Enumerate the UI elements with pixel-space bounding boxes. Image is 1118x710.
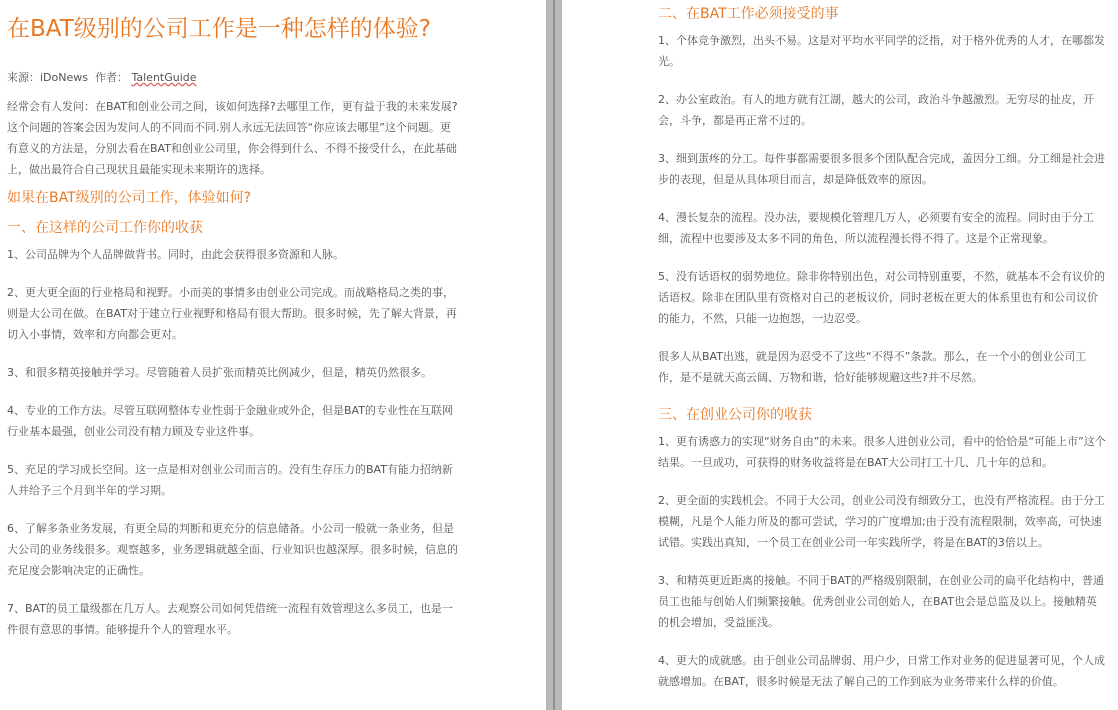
list-item: 3、和很多精英接触并学习。尽管随着人员扩张而精英比例减少，但是，精英仍然很多。 [7,366,432,379]
source-name: iDoNews [40,71,88,84]
list-item: 1、更有诱惑力的实现“财务自由”的未来。很多人进创业公司，看中的恰恰是“可能上市”这个结果。一旦成功，可获得的财务收益将是在BAT大公司打工十几、几十年的总和。 [658,435,1106,469]
list-item: 4、漫长复杂的流程。没办法，要规模化管理几万人，必须要有安全的流程。同时由于分工细，流程中也要涉及太多不同的角色，所以流程漫长得不得了。这是个正常现象。 [658,211,1094,245]
document-page-right [562,0,1118,710]
list-item: 4、专业的工作方法。尽管互联网整体专业性弱于金融业或外企，但是BAT的专业性在互联网行业基本最强，创业公司没有精力顾及专业这件事。 [7,404,453,438]
intro-paragraph-1: 经常会有人发问：在BAT和创业公司之间，该如何选择?去哪里工作，更有益于我的未来发展? [7,100,458,113]
source-label: 来源： [7,71,40,84]
list-item: 5、充足的学习成长空间。这一点是相对创业公司而言的。没有生存压力的BAT有能力招纳新人并给予三个月到半年的学习期。 [7,463,453,497]
list-item: 4、更大的成就感。由于创业公司品牌弱、用户少，日常工作对业务的促进显著可见，个人成就感增加。在BAT，很多时候是无法了解自己的工作到底为业务带来什么样的价值。 [658,654,1105,688]
document-page-left [0,0,546,710]
page-content-left [0,0,546,640]
list-item: 1、个体竞争激烈，出头不易。这是对平均水平同学的泛指，对于格外优秀的人才，在哪都发光。 [658,34,1105,68]
subheading: 如果在BAT级别的公司工作，体验如何? [7,190,252,206]
page-gutter [546,0,562,710]
article-title: 在BAT级别的公司工作是一种怎样的体验? [7,16,431,42]
list-item: 1、公司品牌为个人品牌做背书。同时，由此会获得很多资源和人脉。 [7,248,344,261]
list-item: 2、办公室政治。有人的地方就有江湖，越大的公司，政治斗争越激烈。无穷尽的扯皮，开会，斗争，都是再正常不过的。 [658,93,1094,127]
section-2-title: 二、在BAT工作必须接受的事 [658,6,839,22]
page-content-right [562,0,1118,692]
summary-paragraph: 很多人从BAT出逃，就是因为忍受不了这些“不得不”条款。那么，在一个小的创业公司工作，是不是就天高云阔、万物和谐，恰好能够规避这些?并不尽然。 [658,350,1087,384]
list-item: 6、了解多条业务发展，有更全局的判断和更充分的信息储备。小公司一般就一条业务，但是大公司的业务线很多。观察越多，业务逻辑就越全面、行业知识也越深厚。很多时候，信息的充足度会影响决定的正确性。 [7,522,458,577]
section-3-title: 三、在创业公司你的收获 [658,407,812,423]
intro-paragraph-2: 这个问题的答案会因为发问人的不同而不同.别人永远无法回答“你应该去哪里”这个问题。更有意义的方法是，分别去看在BAT和创业公司里，你会得到什么、不得不接受什么，在此基础上，做出最符合自己现状且最能实现未来期许的选择。 [7,121,457,176]
list-item: 2、更大更全面的行业格局和视野。小而美的事情多由创业公司完成。而战略格局之类的事，则是大公司在做。在BAT对于建立行业视野和格局有很大帮助。很多时候，先了解大背景，再切入小事情，效率和方向都会更对。 [7,286,457,341]
section-1-title: 一、在这样的公司工作你的收获 [7,220,203,236]
list-item: 5、没有话语权的弱势地位。除非你特别出色，对公司特别重要，不然，就基本不会有议价的话语权。除非在团队里有资格对自己的老板议价，同时老板在更大的体系里也有和公司议价的能力，不然，只能一边抱怨，一边忍受。 [658,270,1105,325]
list-item: 2、更全面的实践机会。不同于大公司，创业公司没有细致分工，也没有严格流程。由于分工模糊，凡是个人能力所及的都可尝试，学习的广度增加;由于没有流程限制，效率高，可快速试错。实践出真知，一个员工在创业公司一年实践所学，将是在BAT的3倍以上。 [658,494,1105,549]
page-divider [553,0,555,710]
author-label: 作者： [94,71,128,84]
list-item: 3、和精英更近距离的接触。不同于BAT的严格级别限制，在创业公司的扁平化结构中，普通员工也能与创始人们频繁接触。优秀创业公司创始人，在BAT也会是总监及以上。接触精英的机会增加，受益匪浅。 [658,574,1104,629]
list-item: 7、BAT的员工量级都在几万人。去观察公司如何凭借统一流程有效管理这么多员工，也是一件很有意思的事情。能够提升个人的管理水平。 [7,602,453,636]
article-meta [7,70,460,86]
list-item: 3、细到蛋疼的分工。每件事都需要很多很多个团队配合完成，盖因分工细。分工细是社会进步的表现，但是从具体项目而言，却是降低效率的原因。 [658,152,1105,186]
author-name: TalentGuide [131,71,197,84]
